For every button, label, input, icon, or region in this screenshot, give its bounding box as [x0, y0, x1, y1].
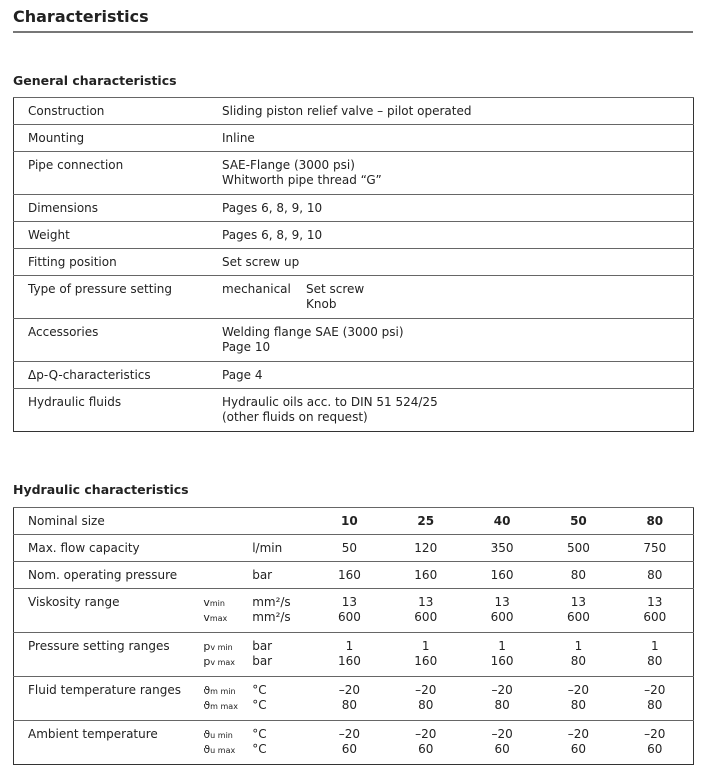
value: 13	[647, 595, 663, 609]
value-cell	[311, 633, 387, 677]
symbol-subscript: m max	[210, 702, 238, 711]
value: 1	[498, 639, 506, 653]
value-text: Pages 6, 8, 9, 10	[222, 228, 323, 242]
value: –20	[567, 683, 590, 697]
value: –20	[491, 683, 513, 697]
value: 80	[570, 698, 587, 712]
table-row	[14, 589, 694, 633]
hydraulic-heading: Hydraulic characteristics	[13, 482, 189, 497]
row-value	[222, 222, 694, 249]
value-text: SAE-Flange (3000 psi)	[222, 158, 355, 172]
row-value	[222, 195, 694, 222]
row-value	[222, 249, 694, 276]
value-cell	[617, 677, 694, 721]
page-title: Characteristics	[13, 7, 149, 26]
unit-cell	[252, 589, 311, 633]
symbol-letter: p	[203, 655, 211, 668]
value: 80	[418, 698, 434, 712]
unit-cell	[252, 562, 311, 589]
value: –20	[644, 683, 666, 697]
value-text: Set screw up	[222, 255, 300, 269]
value: 13	[494, 595, 510, 609]
value-line	[222, 104, 693, 119]
row-label: Dimensions	[14, 195, 223, 222]
value-cell	[617, 535, 694, 562]
value-cell	[540, 677, 616, 721]
value-line	[222, 201, 693, 216]
value: 750	[643, 541, 667, 555]
unit: bar	[252, 639, 273, 653]
row-label: Hydraulic fluids	[14, 389, 223, 432]
unit: °C	[252, 698, 267, 712]
row-label: Ambient temperature	[14, 721, 204, 765]
value: 50	[341, 541, 358, 555]
value: 500	[566, 541, 590, 555]
symbol	[203, 639, 252, 654]
unit: l/min	[252, 541, 283, 555]
nominal-size-10: 10	[311, 508, 387, 535]
row-label: Construction	[14, 98, 223, 125]
value-text: Pages 6, 8, 9, 10	[222, 201, 323, 215]
unit: mm²/s	[252, 610, 291, 624]
symbol-letter: p	[203, 640, 211, 653]
value-line	[222, 228, 693, 243]
value: 1	[574, 639, 583, 653]
value-cell	[311, 535, 387, 562]
nominal-size-40: 40	[464, 508, 540, 535]
value: 600	[337, 610, 361, 624]
nominal-size-50: 50	[540, 508, 616, 535]
value-text: Page 4	[222, 368, 263, 382]
value-text: (other fluids on request)	[222, 410, 368, 424]
value: 13	[418, 595, 434, 609]
value: –20	[644, 727, 666, 741]
table-row	[14, 98, 694, 125]
value-cell	[540, 721, 616, 765]
symbol-cell	[203, 633, 252, 677]
row-value	[222, 152, 694, 195]
table-row	[14, 319, 694, 362]
value: 80	[647, 698, 663, 712]
value-cell	[464, 677, 540, 721]
value: 1	[421, 639, 430, 653]
value: 60	[341, 742, 358, 756]
symbol-letter: ϑ	[203, 699, 211, 712]
symbol	[203, 727, 252, 742]
value-line	[222, 255, 693, 270]
symbol-cell	[203, 508, 252, 535]
row-value	[222, 276, 694, 319]
value-text: Set screw	[306, 282, 365, 296]
table-row	[14, 152, 694, 195]
symbol-subscript: u min	[210, 731, 233, 740]
row-label: Type of pressure setting	[14, 276, 223, 319]
row-label: Fluid temperature ranges	[14, 677, 204, 721]
value-cell	[540, 562, 616, 589]
table-row	[14, 276, 694, 319]
value-cell	[464, 721, 540, 765]
unit: mm²/s	[252, 595, 291, 609]
value: 600	[566, 610, 590, 624]
table-row	[14, 389, 694, 432]
symbol-subscript: m min	[210, 687, 236, 696]
value-cell	[388, 562, 464, 589]
value-cell	[311, 721, 387, 765]
value: 13	[570, 595, 587, 609]
value: 1	[650, 639, 659, 653]
unit: bar	[252, 568, 273, 582]
value: 600	[490, 610, 514, 624]
value-cell	[540, 633, 616, 677]
value: 80	[494, 698, 510, 712]
table-row	[14, 677, 694, 721]
value: 60	[647, 742, 663, 756]
value: –20	[415, 683, 437, 697]
symbol-letter: v	[203, 611, 210, 624]
value: 80	[341, 698, 358, 712]
row-label: Weight	[14, 222, 223, 249]
value: 80	[570, 568, 587, 582]
value-text: Sliding piston relief valve – pilot operated	[222, 104, 472, 118]
title-rule	[13, 31, 693, 33]
table-row	[14, 222, 694, 249]
nominal-size-label: Nominal size	[14, 508, 204, 535]
row-label: Mounting	[14, 125, 223, 152]
unit: °C	[252, 683, 267, 697]
value-line	[222, 173, 693, 188]
row-label: Max. flow capacity	[14, 535, 204, 562]
value-cell	[464, 535, 540, 562]
symbol-letter: ϑ	[203, 684, 211, 697]
value: 160	[414, 568, 438, 582]
value-line	[222, 282, 693, 297]
value-cell	[617, 562, 694, 589]
value-prefix: mechanical	[222, 282, 291, 296]
unit: °C	[252, 727, 267, 741]
value-text: Inline	[222, 131, 255, 145]
unit: °C	[252, 742, 267, 756]
table-row	[14, 362, 694, 389]
table-row	[14, 195, 694, 222]
value: –20	[491, 727, 513, 741]
row-label: Nom. operating pressure	[14, 562, 204, 589]
value-text: Knob	[306, 297, 337, 311]
unit: bar	[252, 654, 273, 668]
value: 600	[643, 610, 667, 624]
value: –20	[415, 727, 437, 741]
value: 80	[647, 654, 663, 668]
symbol-cell	[203, 589, 252, 633]
value: 160	[414, 654, 438, 668]
symbol	[203, 654, 252, 669]
value-line	[222, 410, 693, 425]
general-heading: General characteristics	[13, 73, 177, 88]
value: 1	[345, 639, 354, 653]
row-label: Pipe connection	[14, 152, 223, 195]
row-value	[222, 125, 694, 152]
value-cell	[388, 633, 464, 677]
symbol	[203, 742, 252, 757]
value-cell	[388, 589, 464, 633]
value: –20	[338, 727, 361, 741]
row-label: Pressure setting ranges	[14, 633, 204, 677]
table-row	[14, 562, 694, 589]
value-line	[222, 158, 693, 173]
symbol	[203, 683, 252, 698]
header-row	[14, 508, 694, 535]
symbol-letter: ϑ	[203, 728, 211, 741]
value-line	[222, 340, 693, 355]
value: 13	[341, 595, 358, 609]
general-table	[13, 97, 694, 432]
value: –20	[567, 727, 590, 741]
value-line	[222, 131, 693, 146]
row-value	[222, 319, 694, 362]
row-label: Viskosity range	[14, 589, 204, 633]
value: 60	[418, 742, 434, 756]
value: 60	[494, 742, 510, 756]
value: 120	[414, 541, 438, 555]
value-cell	[464, 633, 540, 677]
value-cell	[311, 589, 387, 633]
symbol-cell	[203, 721, 252, 765]
value-cell	[311, 677, 387, 721]
row-label: Accessories	[14, 319, 223, 362]
unit-cell	[252, 535, 311, 562]
value-cell	[388, 535, 464, 562]
value: 80	[647, 568, 663, 582]
value-cell	[388, 721, 464, 765]
hydraulic-table	[13, 507, 694, 765]
value-cell	[617, 633, 694, 677]
value-line	[222, 325, 693, 340]
value-cell	[617, 589, 694, 633]
symbol-cell	[203, 677, 252, 721]
symbol	[203, 541, 252, 556]
symbol-cell	[203, 535, 252, 562]
row-value	[222, 389, 694, 432]
value-cell	[388, 677, 464, 721]
table-row	[14, 721, 694, 765]
table-row	[14, 125, 694, 152]
value-cell	[464, 562, 540, 589]
symbol-subscript: min	[209, 599, 225, 608]
row-value	[222, 362, 694, 389]
row-label: Δp-Q-characteristics	[14, 362, 223, 389]
value: 160	[490, 654, 514, 668]
unit-cell	[252, 721, 311, 765]
value: 160	[337, 568, 361, 582]
unit-cell	[252, 508, 311, 535]
unit-cell	[252, 677, 311, 721]
symbol	[203, 698, 252, 713]
symbol	[203, 568, 252, 583]
table-row	[14, 633, 694, 677]
symbol	[203, 610, 252, 625]
symbol-cell	[203, 562, 252, 589]
nominal-size-25: 25	[388, 508, 464, 535]
row-value	[222, 98, 694, 125]
row-label: Fitting position	[14, 249, 223, 276]
value: –20	[338, 683, 361, 697]
value-text: Whitworth pipe thread “G”	[222, 173, 382, 187]
value: 350	[490, 541, 514, 555]
value-line	[222, 368, 693, 383]
value-cell	[311, 562, 387, 589]
value-cell	[540, 535, 616, 562]
value: 160	[337, 654, 361, 668]
unit-cell	[252, 633, 311, 677]
value-text: Welding flange SAE (3000 psi)	[222, 325, 404, 339]
value: 60	[570, 742, 587, 756]
symbol-letter: v	[203, 596, 210, 609]
symbol-letter: ϑ	[203, 743, 211, 756]
symbol-subscript: u max	[210, 746, 236, 755]
table-row	[14, 249, 694, 276]
value-cell	[464, 589, 540, 633]
value: 160	[490, 568, 514, 582]
symbol-subscript: max	[209, 614, 228, 623]
value-text: Page 10	[222, 340, 271, 354]
value: 80	[570, 654, 587, 668]
value-text: Hydraulic oils acc. to DIN 51 524/25	[222, 395, 438, 409]
value-cell	[540, 589, 616, 633]
value-cell	[617, 721, 694, 765]
symbol	[203, 595, 252, 610]
symbol-subscript: v max	[210, 658, 236, 667]
nominal-size-80: 80	[617, 508, 694, 535]
table-row	[14, 535, 694, 562]
value-line	[222, 395, 693, 410]
value-line	[222, 297, 693, 312]
value: 600	[414, 610, 438, 624]
symbol-subscript: v min	[210, 643, 233, 652]
